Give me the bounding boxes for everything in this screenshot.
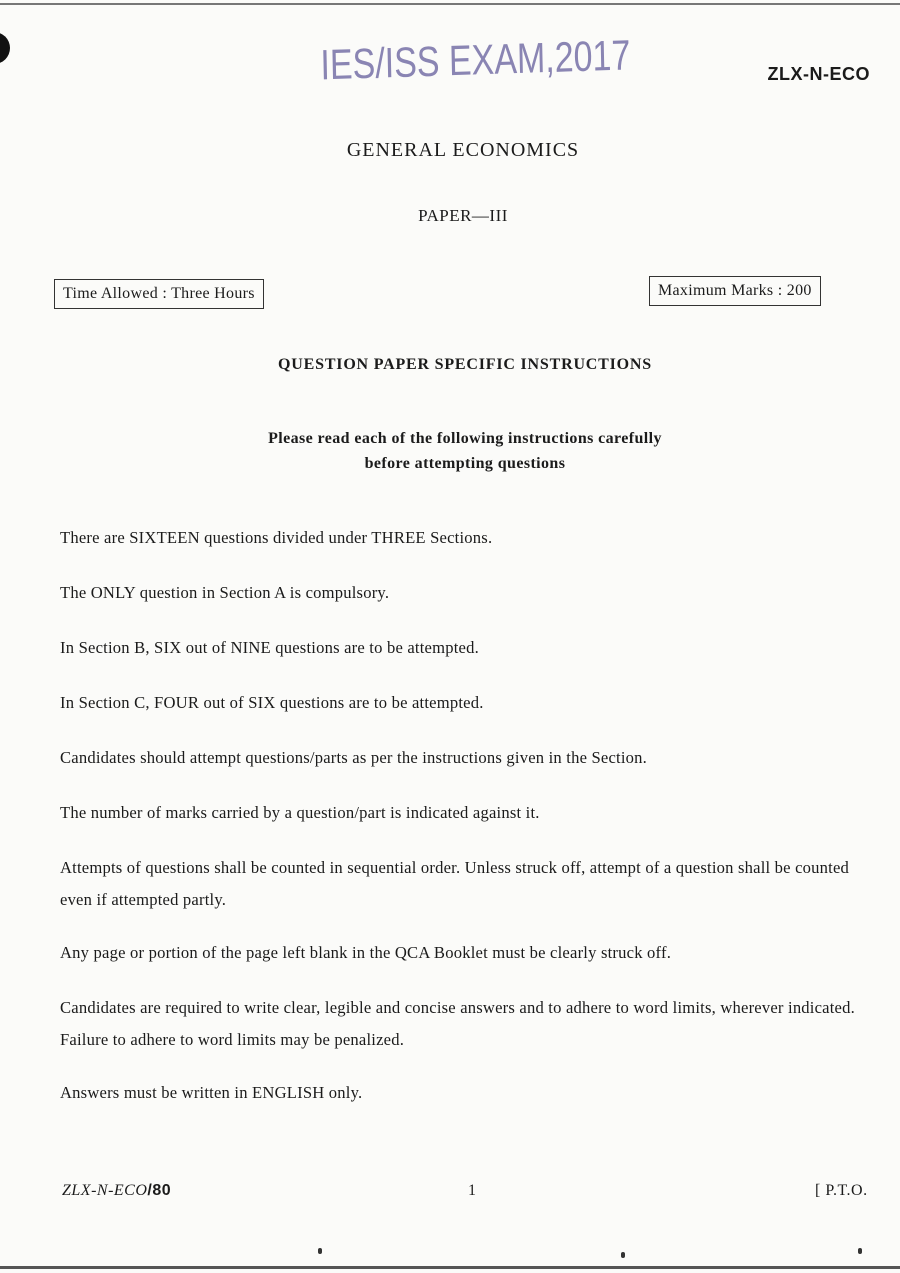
instruction-item: Any page or portion of the page left blank in the QCA Booklet must be clearly struck off. [60, 943, 672, 962]
paper-number: PAPER—III [418, 206, 508, 225]
instruction-item: Answers must be written in ENGLISH only. [60, 1083, 363, 1102]
instruction-list [60, 522, 885, 1132]
speck-mark [621, 1252, 625, 1258]
page-number: 1 [468, 1182, 476, 1199]
speck-mark [318, 1248, 322, 1254]
read-note-line-1: Please read each of the following instructions carefully [268, 430, 662, 447]
instruction-item: In Section C, FOUR out of SIX questions are to be attempted. [60, 693, 484, 712]
instruction-item: In Section B, SIX out of NINE questions are to be attempted. [60, 638, 479, 657]
footer-code-suffix: /80 [147, 1182, 172, 1199]
footer-code-prefix: ZLX-N-ECO [62, 1182, 148, 1199]
read-note [0, 426, 900, 476]
bottom-border [0, 1266, 900, 1269]
footer-paper-code [62, 1182, 171, 1200]
subject-title: GENERAL ECONOMICS [346, 139, 580, 161]
maximum-marks-box: Maximum Marks : 200 [649, 276, 821, 306]
punch-hole-mark [0, 32, 10, 64]
instruction-item: The ONLY question in Section A is compulsory. [60, 583, 390, 602]
read-note-line-2: before attempting questions [364, 455, 566, 472]
time-allowed-box: Time Allowed : Three Hours [54, 279, 264, 309]
instruction-item: Candidates should attempt questions/parts as per the instructions given in the Section. [60, 748, 648, 767]
instruction-item: Candidates are required to write clear, legible and concise answers and to adhere to word limits, wherever indicated. Failure to adhere to word limits may be penalized. [60, 998, 855, 1049]
instruction-item: There are SIXTEEN questions divided under THREE Sections. [60, 528, 493, 547]
pto-label: [ P.T.O. [815, 1182, 868, 1199]
speck-mark [858, 1248, 862, 1254]
exam-title-stamp: IES/ISS EXAM,2017 [320, 31, 631, 90]
paper-code: ZLX-N-ECO [767, 64, 870, 84]
top-border [0, 3, 900, 5]
instruction-item: Attempts of questions shall be counted in sequential order. Unless struck off, attempt of a question shall be counted even if attempted partly. [60, 858, 850, 909]
instructions-heading: QUESTION PAPER SPECIFIC INSTRUCTIONS [278, 356, 652, 373]
instruction-item: The number of marks carried by a question/part is indicated against it. [60, 803, 540, 822]
